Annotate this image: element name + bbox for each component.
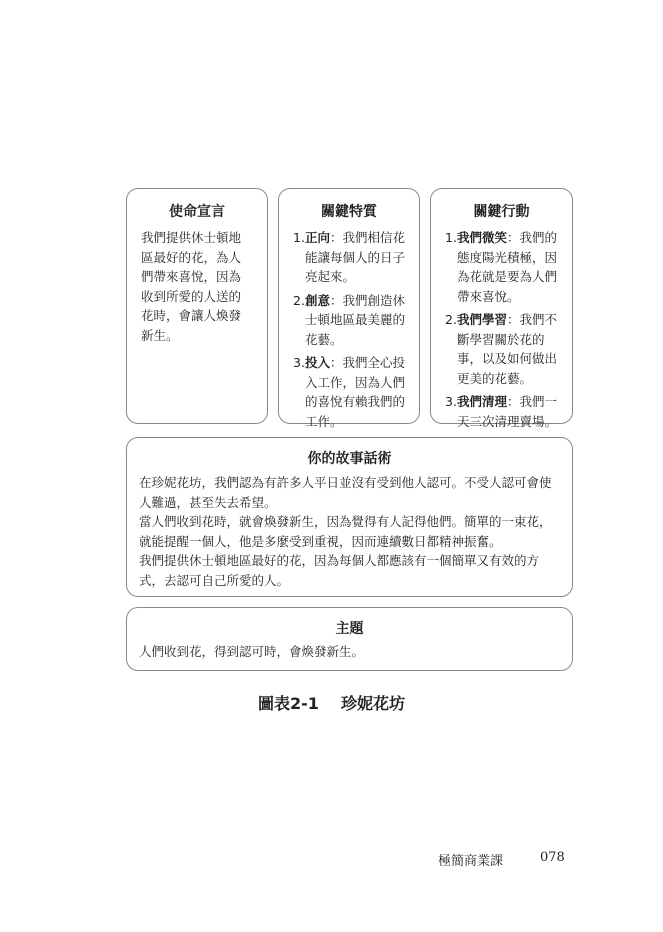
traits-title: 關鍵特質 — [321, 204, 377, 220]
trait-label: 投入 — [304, 355, 330, 370]
trait-item — [293, 228, 409, 287]
actions-list — [431, 228, 572, 431]
theme-text: 人們收到花，得到認可時，會煥發新生。 — [139, 644, 365, 659]
traits-box — [278, 188, 420, 429]
mission-title: 使命宣言 — [169, 204, 225, 220]
story-title: 你的故事話術 — [307, 451, 392, 467]
actions-title: 關鍵行動 — [473, 204, 530, 220]
action-label: 我們學習 — [456, 312, 507, 327]
trait-text: ：我們創造休士頓地區最美麗的花藝。 — [304, 292, 405, 347]
action-item — [445, 392, 562, 431]
action-number: 2. — [445, 312, 457, 327]
action-number: 3. — [445, 394, 457, 409]
story-paragraph: 我們提供休士頓地區最好的花，因為每個人都應該有一個簡單又有效的方式，去認可自己所愛的人。 — [139, 553, 540, 588]
story-paragraph: 在珍妮花坊，我們認為有許多人平日並沒有受到他人認可。不受人認可會使人難過，甚至失去希望。 — [139, 475, 552, 510]
action-item — [445, 228, 562, 306]
figure-name: 珍妮花坊 — [340, 694, 405, 713]
footer-page-number: 078 — [540, 850, 565, 865]
trait-item — [293, 353, 409, 431]
actions-box — [430, 188, 573, 429]
story-text — [127, 473, 572, 590]
theme-title: 主題 — [335, 621, 364, 637]
action-text: ：我們一天三次清理賣場。 — [456, 394, 557, 429]
figure-number: 圖表2-1 — [258, 694, 319, 713]
footer-book-title: 極簡商業課 — [438, 854, 504, 869]
trait-number: 1. — [293, 230, 305, 245]
trait-text: ：我們全心投入工作，因為人們的喜悅有賴我們的工作。 — [304, 355, 405, 429]
action-item — [445, 310, 562, 388]
trait-number: 3. — [293, 355, 305, 370]
action-number: 1. — [445, 230, 457, 245]
action-text: ：我們的態度陽光積極，因為花就是要為人們帶來喜悅。 — [456, 230, 557, 304]
trait-text: ：我們相信花能讓每個人的日子亮起來。 — [304, 230, 405, 284]
action-label: 我們清理 — [456, 394, 507, 409]
action-label: 我們微笑 — [456, 230, 507, 245]
traits-list — [279, 228, 419, 431]
trait-item — [293, 291, 409, 350]
figure-caption — [0, 694, 663, 714]
mission-text: 我們提供休士頓地區最好的花，為人們帶來喜悅，因為收到所愛的人送的花時，會讓人煥發新生。 — [141, 230, 242, 343]
theme-box — [126, 607, 573, 671]
trait-label: 正向 — [304, 230, 330, 245]
trait-label: 創意 — [304, 292, 330, 308]
mission-box — [126, 188, 268, 424]
trait-number: 2. — [293, 292, 305, 308]
action-text: ：我們不斷學習關於花的事，以及如何做出更美的花藝。 — [456, 312, 557, 386]
story-box — [126, 437, 573, 597]
story-paragraph: 當人們收到花時，就會煥發新生，因為覺得有人記得他們。簡單的一束花，就能提醒一個人，他是多麼受到重視，因而連續數日都精神振奮。 — [139, 514, 552, 549]
